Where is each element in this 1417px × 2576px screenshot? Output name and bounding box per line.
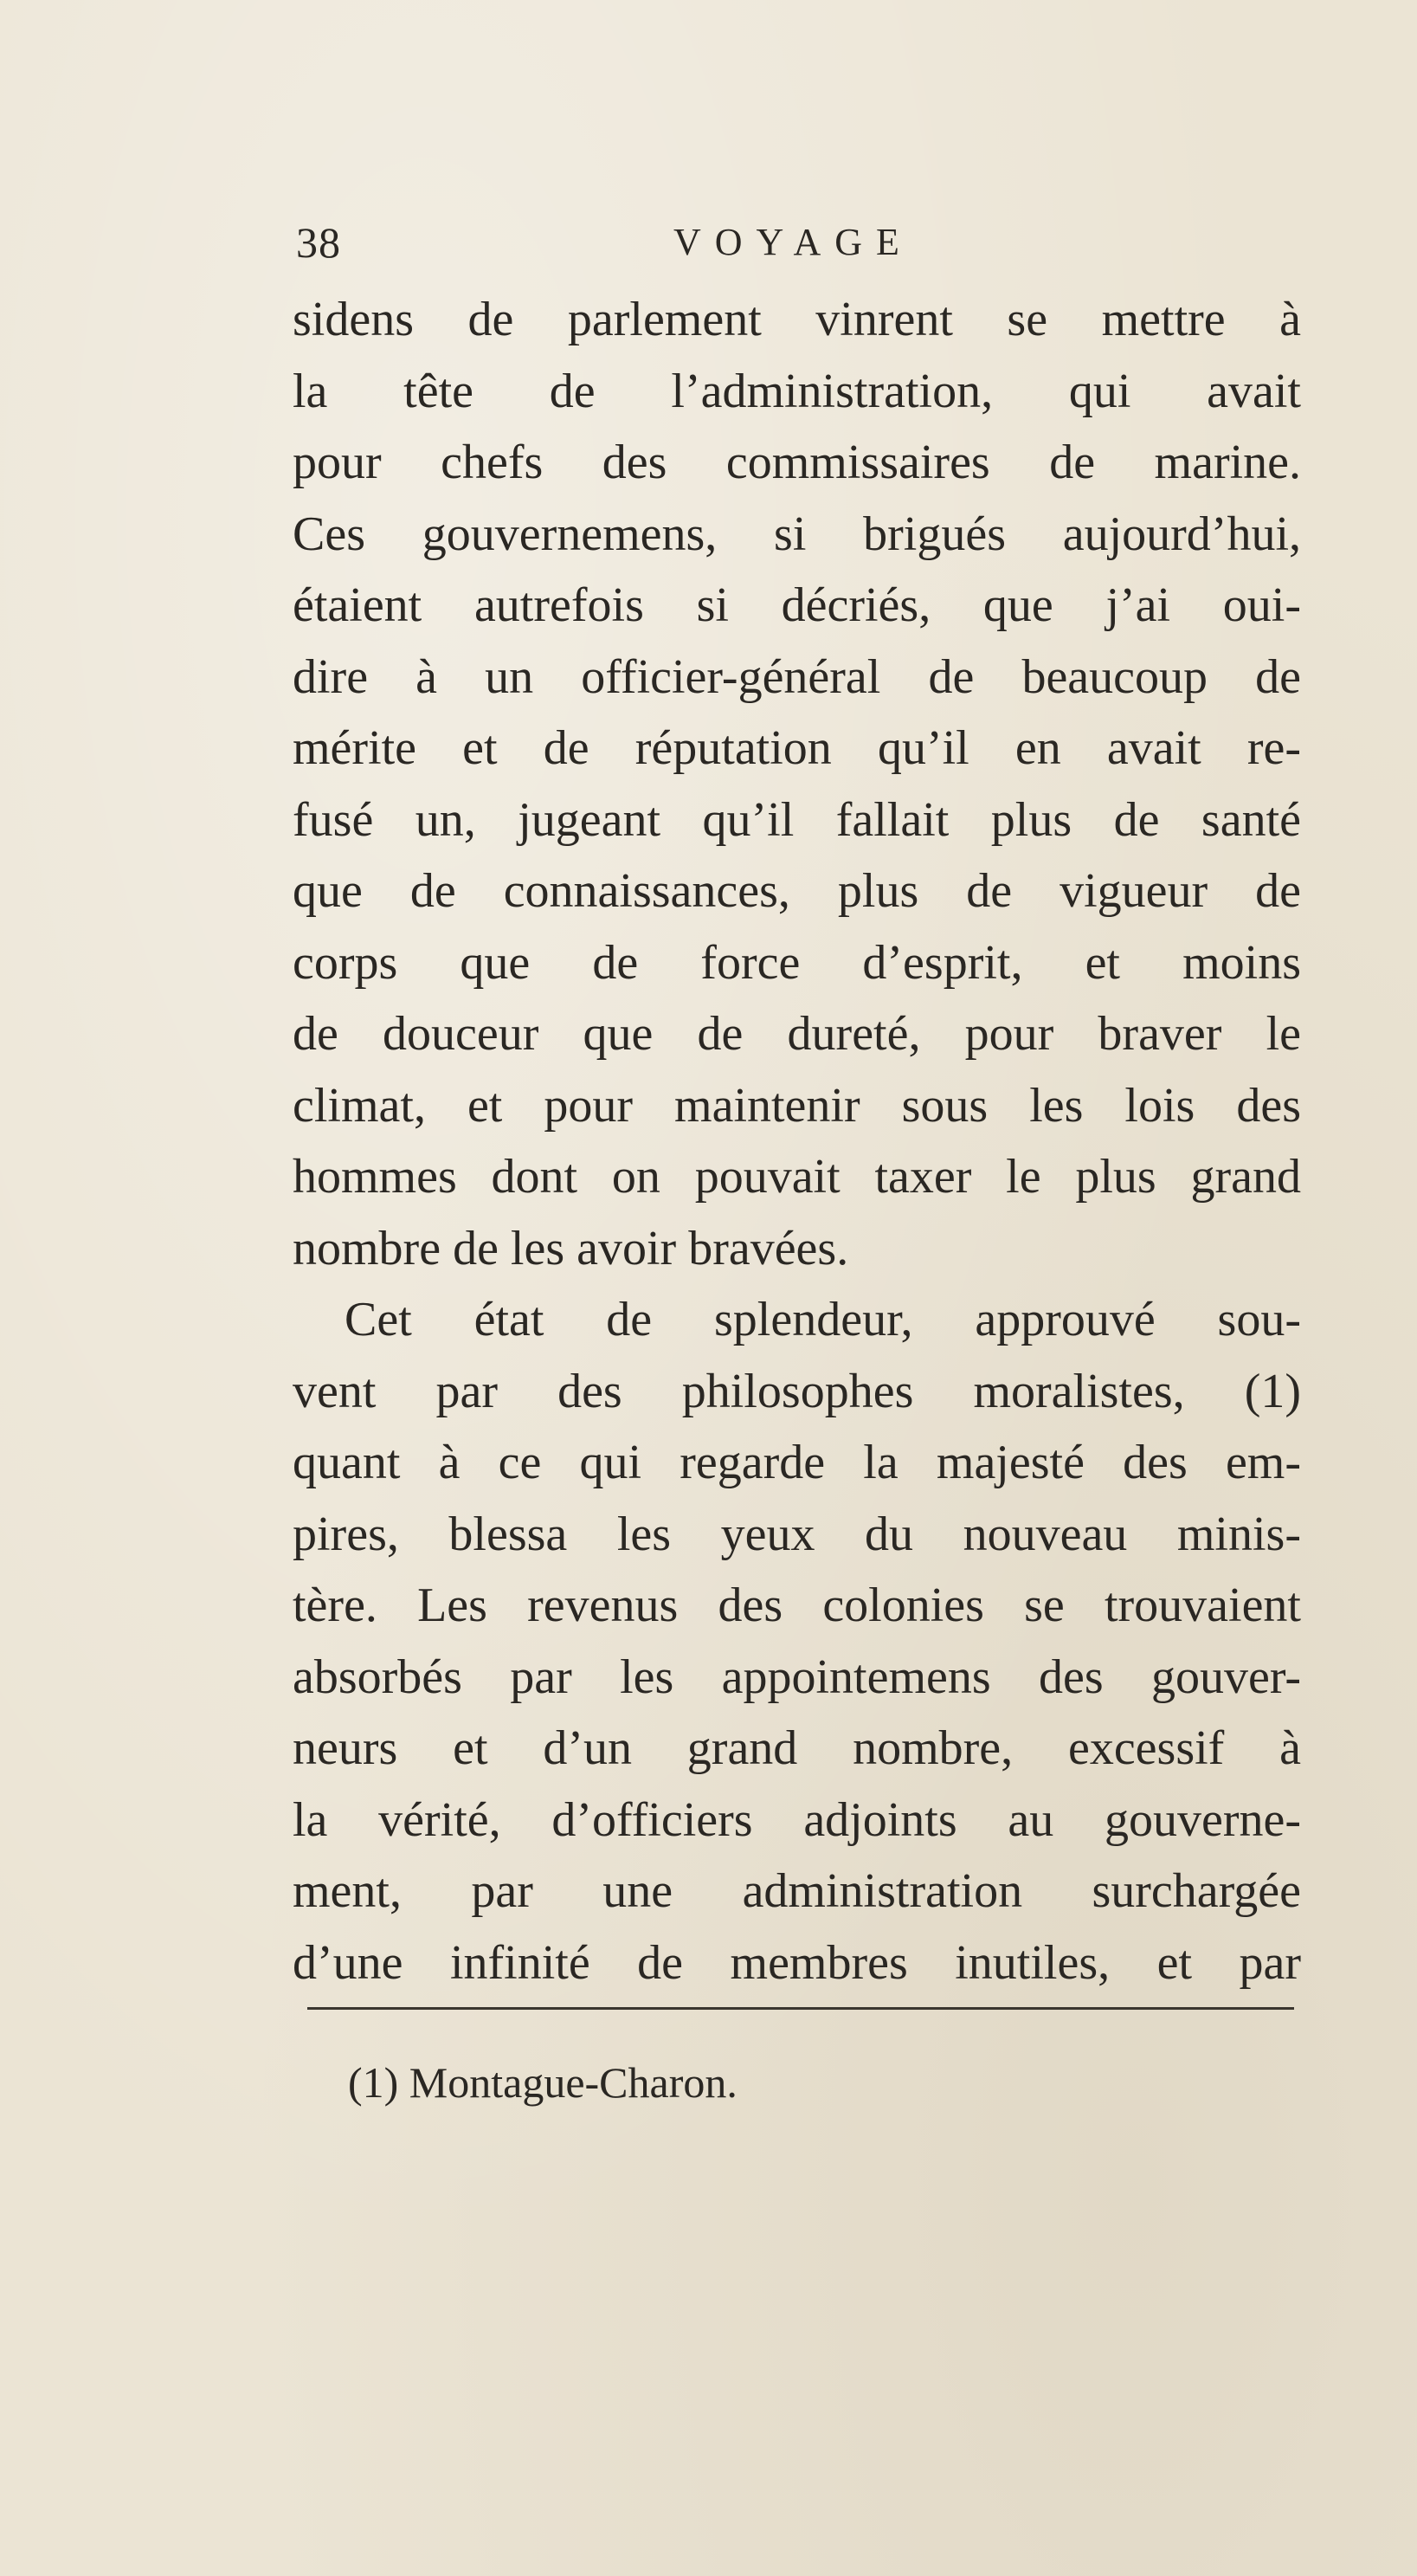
text-line: pires, blessa les yeux du nouveau minis- bbox=[293, 1507, 1301, 1561]
text-line: nombre de les avoir bravées. bbox=[293, 1221, 849, 1275]
text-line: mérite et de réputation qu’il en avait re- bbox=[293, 721, 1301, 775]
text-line: corps que de force d’esprit, et moins bbox=[293, 935, 1301, 990]
paragraph-start-line: Cet état de splendeur, approuvé sou- bbox=[345, 1293, 1301, 1346]
text-line: dire à un officier-général de beaucoup de bbox=[293, 649, 1301, 704]
running-title: VOYAGE bbox=[673, 221, 913, 263]
text-line: Ces gouvernemens, si brigués aujourd’hui, bbox=[293, 507, 1301, 561]
text-line: hommes dont on pouvait taxer le plus grand bbox=[293, 1150, 1301, 1204]
text-line: climat, et pour maintenir sous les lois des bbox=[293, 1078, 1301, 1133]
text-line: étaient autrefois si décriés, que j’ai oui- bbox=[293, 578, 1301, 632]
text-line: sidens de parlement vinrent se mettre à bbox=[293, 293, 1301, 346]
footnote-rule bbox=[307, 2007, 1294, 2010]
text-line: la vérité, d’officiers adjoints au gouverne- bbox=[293, 1792, 1301, 1847]
page-number: 38 bbox=[296, 218, 341, 267]
text-line: absorbés par les appointemens des gouver- bbox=[293, 1650, 1301, 1704]
text-line: neurs et d’un grand nombre, excessif à bbox=[293, 1721, 1301, 1775]
text-line: que de connaissances, plus de vigueur de bbox=[293, 864, 1301, 918]
text-line: la tête de l’administration, qui avait bbox=[293, 364, 1301, 418]
text-line: tère. Les revenus des colonies se trouvaient bbox=[293, 1579, 1301, 1632]
text-line: quant à ce qui regarde la majesté des em- bbox=[293, 1436, 1301, 1489]
text-line: d’une infinité de membres inutiles, et par bbox=[293, 1935, 1301, 1990]
page-header bbox=[296, 208, 1300, 277]
footnote: (1) Montague-Charon. bbox=[348, 2058, 737, 2107]
text-line: pour chefs des commissaires de marine. bbox=[293, 436, 1301, 489]
text-line: ment, par une administration surchargée bbox=[293, 1864, 1301, 1918]
text-line: de douceur que de dureté, pour braver le bbox=[293, 1007, 1301, 1061]
text-line: vent par des philosophes moralistes, (1) bbox=[293, 1364, 1301, 1418]
body-text bbox=[293, 284, 1301, 1998]
text-line: fusé un, jugeant qu’il fallait plus de santé bbox=[293, 792, 1301, 847]
